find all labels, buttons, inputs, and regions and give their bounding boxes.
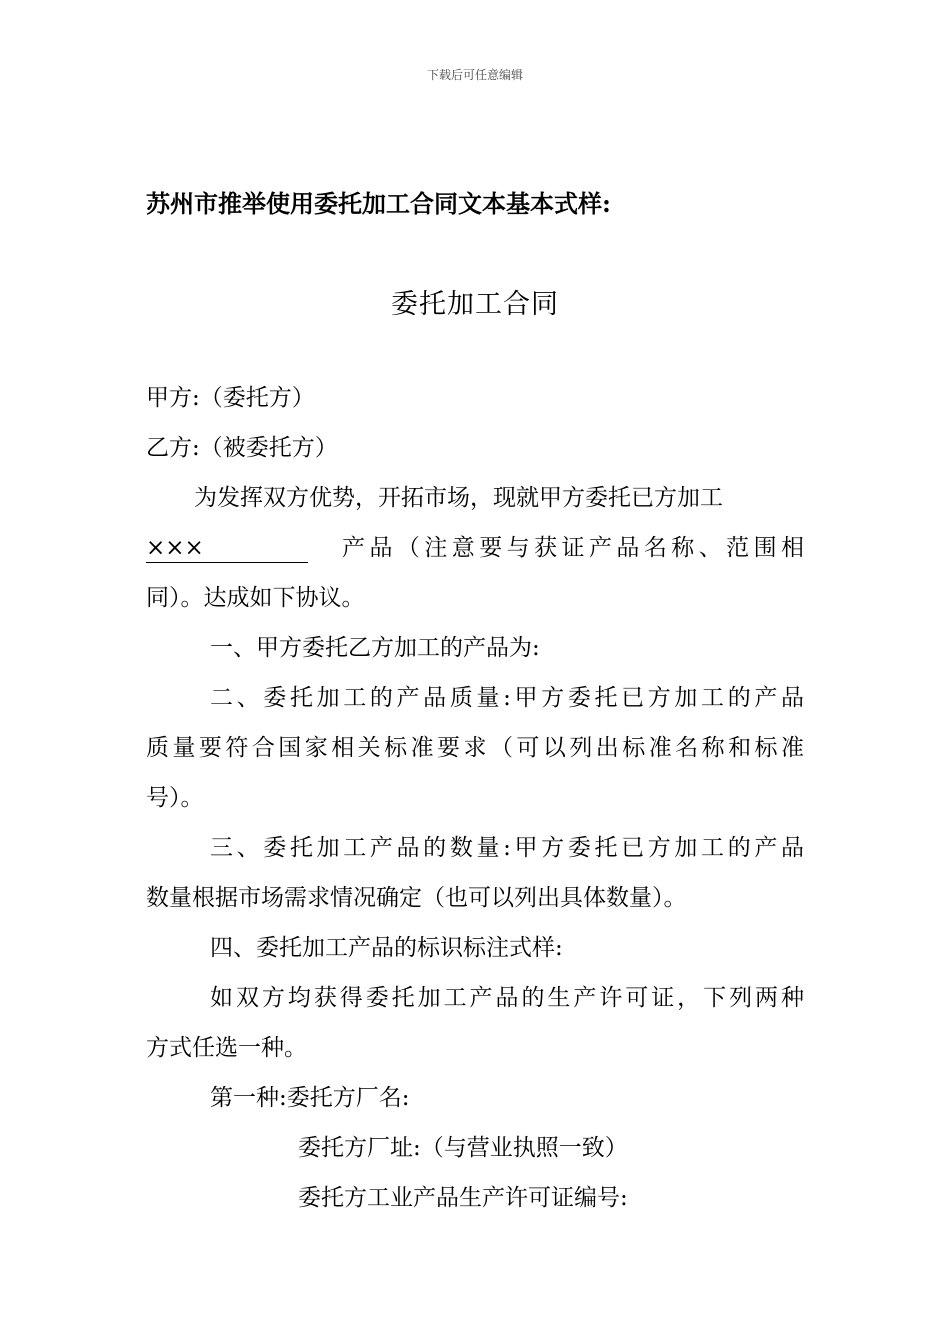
clause-2-line-1: 二、委托加工的产品质量:甲方委托已方加工的产品 (210, 685, 804, 711)
clause-4: 四、委托加工产品的标识标注式样: (210, 935, 563, 961)
clause-4-paragraph-line-1: 如双方均获得委托加工产品的生产许可证，下列两种 (210, 985, 804, 1011)
option-1-factory-address: 委托方厂址:（与营业执照一致） (298, 1135, 628, 1161)
clause-3-line-1: 三、委托加工产品的数量:甲方委托已方加工的产品 (210, 835, 804, 861)
intro-line-3: 同）。达成如下协议。 (146, 585, 365, 611)
intro-line-1: 为发挥双方优势，开拓市场，现就甲方委托已方加工 (194, 485, 723, 511)
product-name-field: ××× (146, 534, 308, 563)
party-a-line: 甲方:（委托方） (146, 385, 315, 411)
option-1-factory-name: 第一种:委托方厂名: (210, 1085, 410, 1111)
document-heading: 苏州市推举使用委托加工合同文本基本式样: (146, 189, 611, 218)
clause-3-line-2: 数量根据市场需求情况确定（也可以列出具体数量）。 (146, 885, 687, 911)
contract-title: 委托加工合同 (391, 289, 559, 320)
product-name-row (146, 533, 804, 563)
clause-2-line-2: 质量要符合国家相关标准要求（可以列出标准名称和标准 (146, 735, 804, 761)
header-note: 下载后可任意编辑 (426, 68, 523, 82)
intro-line-2: 产品（注意要与获证产品名称、范围相 (342, 535, 804, 561)
party-b-line: 乙方:（被委托方） (146, 435, 338, 461)
option-1-license-number: 委托方工业产品生产许可证编号: (298, 1185, 628, 1211)
clause-1: 一、甲方委托乙方加工的产品为: (210, 635, 540, 661)
clause-2-line-3: 号）。 (146, 785, 204, 811)
clause-4-paragraph-line-2: 方式任选一种。 (146, 1035, 307, 1061)
